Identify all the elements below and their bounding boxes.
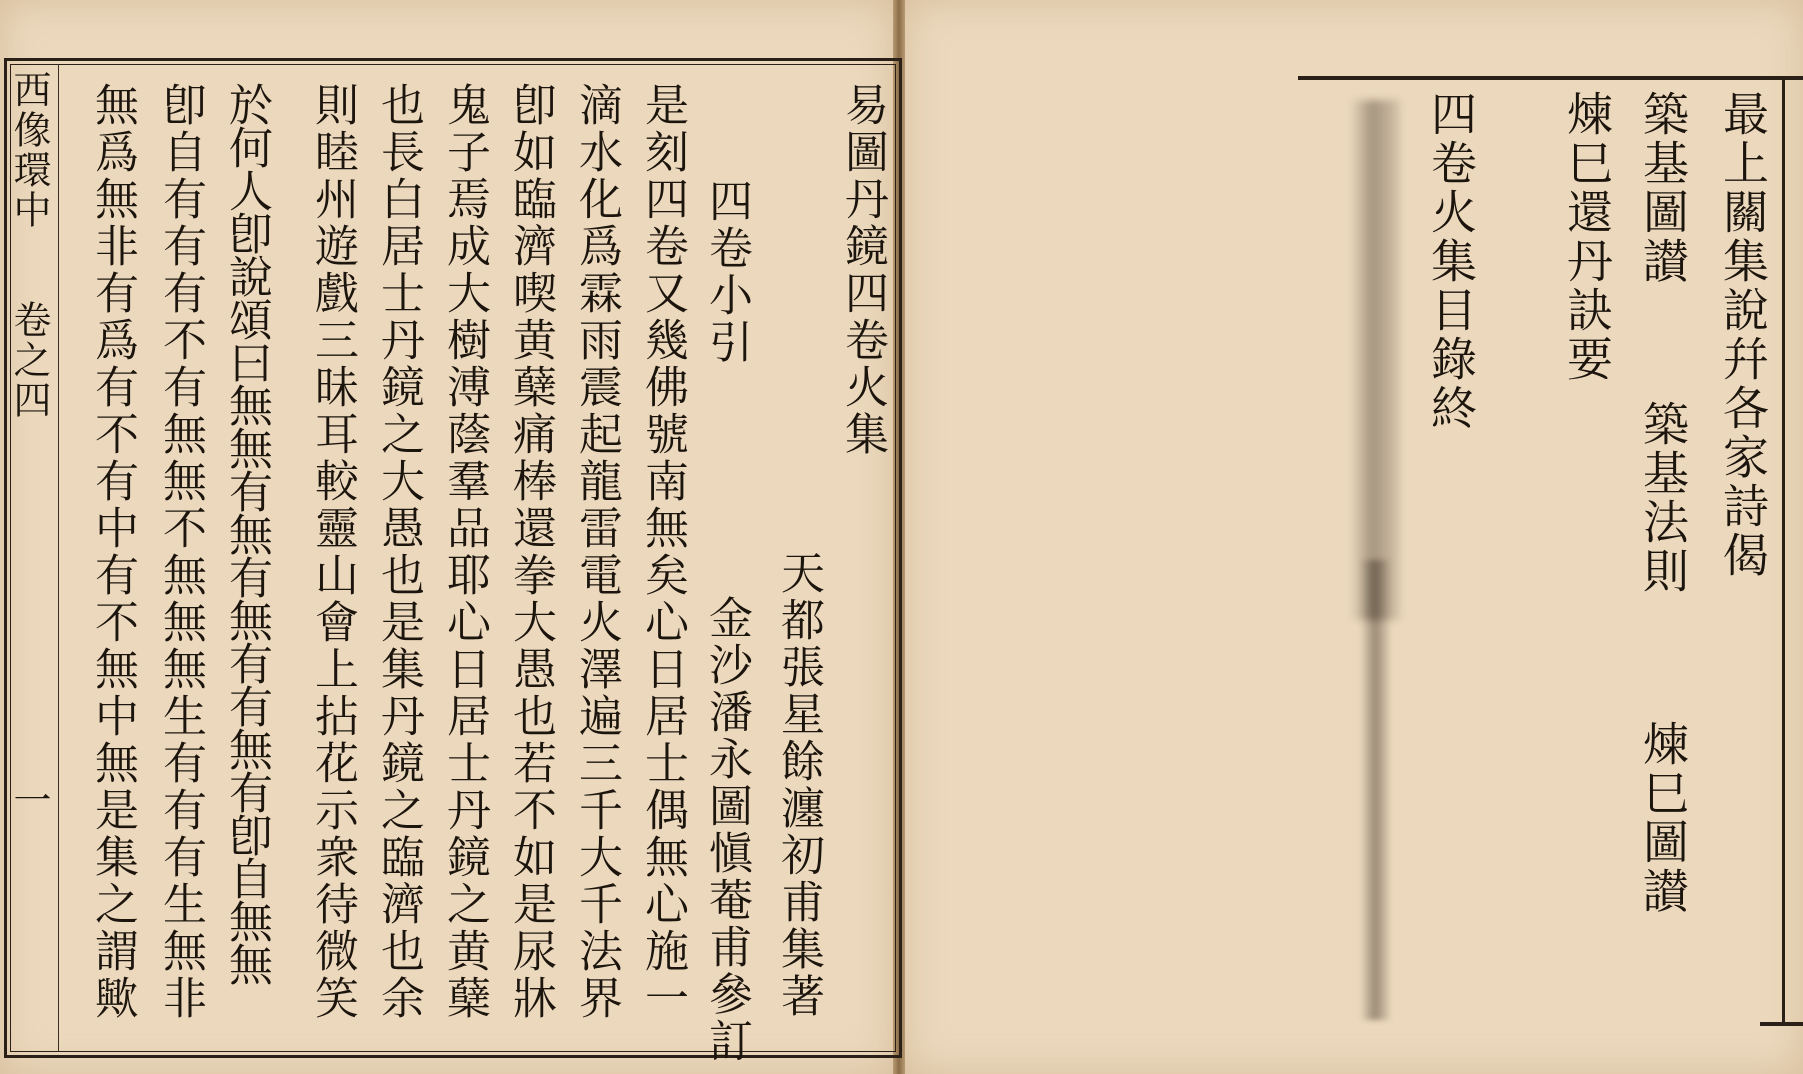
toc-entry: 築基法則 xyxy=(1636,400,1690,596)
book-title: 易圖丹鏡四卷火集 xyxy=(837,82,888,458)
right-page-frame-top xyxy=(1298,76,1803,80)
ink-smudge xyxy=(1360,560,1390,1020)
body-column: 於何人卽說頌曰無無有無有無有有無有卽自無無 xyxy=(221,82,272,985)
body-column: 滴水化爲霖雨震起龍雷電火澤遍三千大千法界 xyxy=(571,82,622,1022)
section-subtitle: 四卷小引 xyxy=(701,178,752,366)
toc-entry: 煉巳還丹訣要 xyxy=(1560,90,1614,384)
right-page-frame-right xyxy=(1782,76,1785,1026)
body-column: 無爲無非有爲有不有中有不無中無是集之謂歟 xyxy=(87,82,138,1022)
toc-entry: 煉巳圖讃 xyxy=(1636,720,1690,916)
editor-line: 金沙潘永圖愼菴甫參訂 xyxy=(701,595,752,1065)
body-column: 卽如臨濟喫黄蘖痛棒還拳大愚也若不如是尿牀 xyxy=(505,82,556,1022)
body-column: 是刻四卷又幾佛號南無矣心日居士偶無心施一 xyxy=(637,82,688,1022)
body-column: 鬼子焉成大樹溥蔭羣品耶心日居士丹鏡之黄蘖 xyxy=(439,82,490,1022)
margin-title: 西像環中 xyxy=(7,70,51,230)
margin-rule xyxy=(58,64,59,1052)
toc-entry: 築基圖讃 xyxy=(1636,90,1690,286)
body-column: 卽自有有有不有無無不無無無生有有有生無非 xyxy=(155,82,206,1022)
toc-heading: 最上關集說幷各家詩偈 xyxy=(1716,90,1770,580)
margin-chapter: 卷之四 xyxy=(7,300,51,420)
ink-smudge xyxy=(1350,100,1400,620)
margin-folio: 一 xyxy=(7,780,51,820)
toc-end-marker: 四卷火集目錄終 xyxy=(1424,90,1478,433)
body-column: 則睦州遊戲三昧耳較靈山會上拈花示衆待微笑 xyxy=(307,82,358,1022)
body-column: 也長白居士丹鏡之大愚也是集丹鏡之臨濟也余 xyxy=(373,82,424,1022)
author-line: 天都張星餘瀍初甫集著 xyxy=(773,550,824,1020)
bleed-through-text xyxy=(1080,100,1137,468)
right-page-frame-bottom xyxy=(1760,1022,1803,1026)
